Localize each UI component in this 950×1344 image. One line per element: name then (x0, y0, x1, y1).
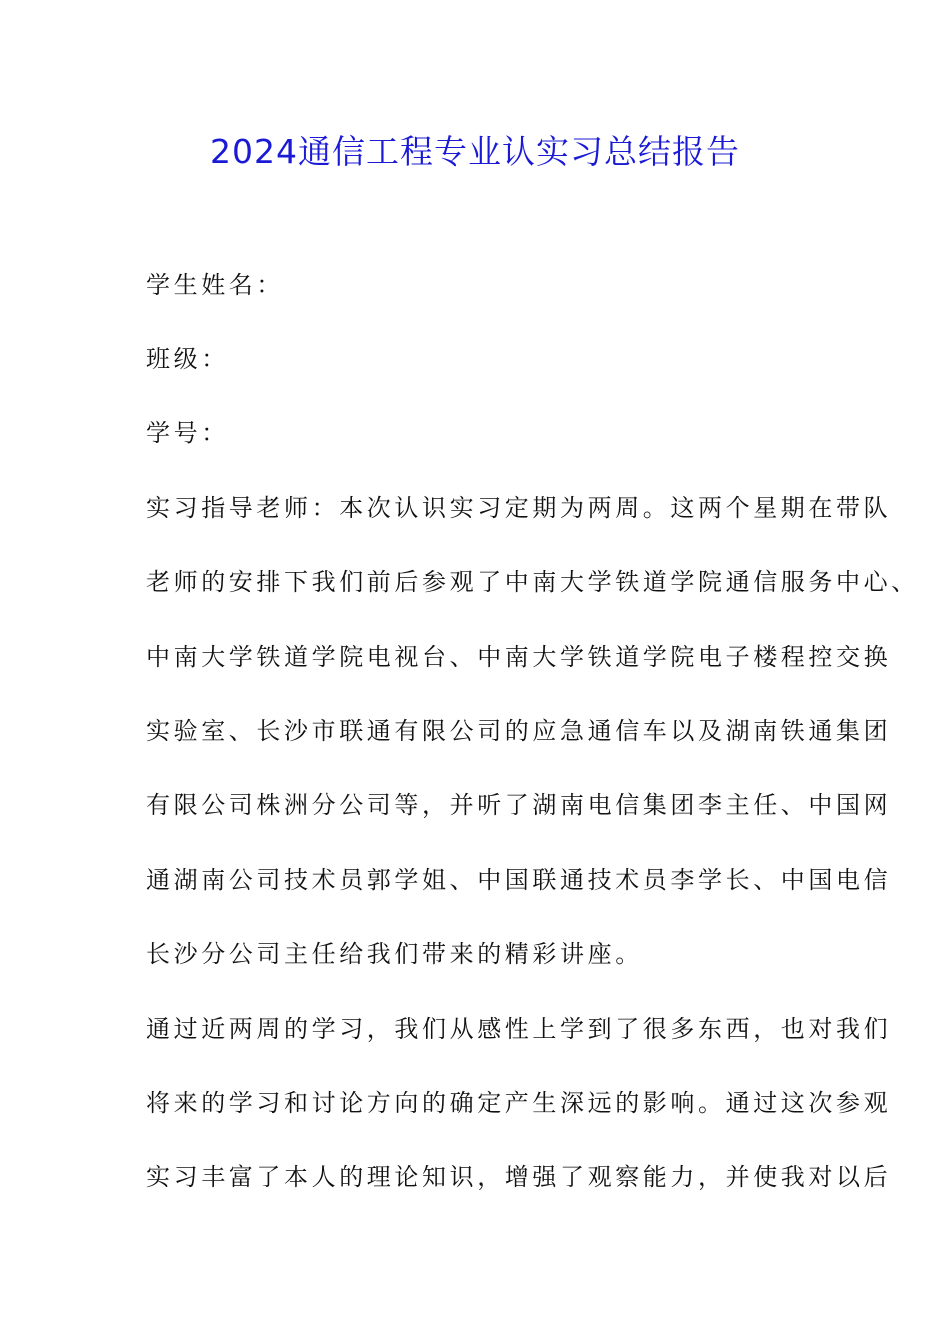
field-student-id: 学号： (146, 419, 229, 447)
body-line: 实习指导老师：本次认识实习定期为两周。这两个星期在带队 (146, 494, 892, 522)
body-line: 实验室、长沙市联通有限公司的应急通信车以及湖南铁通集团 (146, 717, 892, 745)
document-title: 2024通信工程专业认实习总结报告 (210, 132, 740, 171)
body-line: 中南大学铁道学院电视台、中南大学铁道学院电子楼程控交换 (146, 643, 892, 671)
field-student-name: 学生姓名： (146, 271, 284, 299)
body-line: 通湖南公司技术员郭学姐、中国联通技术员李学长、中国电信 (146, 866, 892, 894)
body-line: 实习丰富了本人的理论知识，增强了观察能力，并使我对以后 (146, 1163, 892, 1191)
field-class: 班级： (146, 345, 229, 373)
body-line: 长沙分公司主任给我们带来的精彩讲座。 (146, 940, 643, 968)
body-line: 老师的安排下我们前后参观了中南大学铁道学院通信服务中心、 (146, 568, 919, 596)
body-line: 通过近两周的学习，我们从感性上学到了很多东西，也对我们 (146, 1015, 892, 1043)
body-line: 将来的学习和讨论方向的确定产生深远的影响。通过这次参观 (146, 1089, 892, 1117)
body-line: 有限公司株洲分公司等，并听了湖南电信集团李主任、中国网 (146, 791, 892, 819)
